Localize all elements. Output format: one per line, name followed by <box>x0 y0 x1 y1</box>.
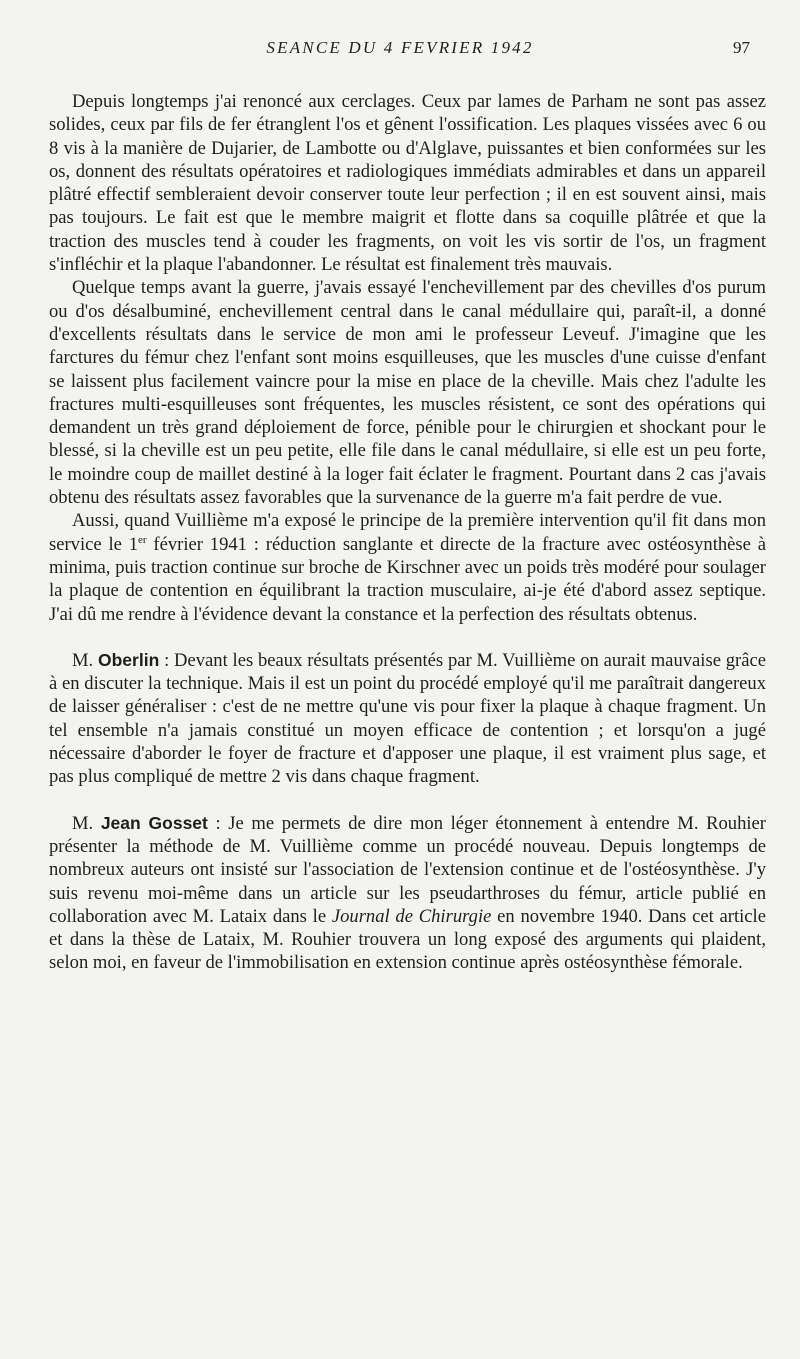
paragraph-vuillieme <box>49 509 766 625</box>
paragraph-enchevillement: Quelque temps avant la guerre, j'avais essayé l'enchevillement par des chevilles d'os purum ou d'os désalbuminé, enchevillement central dans le canal médullaire qui, paraît-il, a donné d'excellents résultats dans le service de mon ami le professeur Leveuf. J'imagine que les farctures du fémur chez l'enfant sont moins esquilleuses, que les muscles d'une cuisse d'enfant se laissent plus facilement vaincre pour la mise en place de la cheville. Mais chez l'adulte les fractures multi-esquilleuses sont fréquentes, les muscles résistent, ce sont des opérations qui demandent un très grand déploiement de force, pénible pour le chirurgien et shockant pour le blessé, si la cheville est un peu petite, elle file dans le canal médullaire, si elle est un peu forte, le moindre coup de maillet destiné à la loger fait éclater le fragment. Pourtant dans 2 cas j'avais obtenu des résultats assez favorables que la survenance de la guerre m'a fait perdre de vue. <box>49 277 766 509</box>
paragraph-gosset <box>49 812 766 975</box>
body-text <box>49 90 766 975</box>
paragraph-oberlin <box>49 649 766 789</box>
speaker-name: Oberlin <box>98 649 160 670</box>
paragraph-text: : Devant les beaux résultats présentés par M. Vuillième on aurait mauvaise grâce à en discuter la technique. Mais il est un point du procédé employé qu'il me paraîtrait dangereux de laisser généraliser : c'est de ne mettre qu'une vis pour fixer la plaque à chaque fragment. Un tel ensemble n'a jamais constitué un moyen efficace de contention ; et lorsqu'on a jugé nécessaire d'aborder le foyer de fracture et d'apposer une plaque, il est vraiment plus sage, et pas plus compliqué de mettre 2 vis dans chaque fragment. <box>49 649 766 788</box>
page-number: 97 <box>733 38 750 57</box>
running-title: SEANCE DU 4 FEVRIER 1942 <box>266 38 534 57</box>
paragraph-text: Aussi, quand Vuillième m'a exposé le principe de la première intervention qu'il fit dans mon service le 1 <box>49 510 766 555</box>
paragraph-text: en novembre 1940. Dans cet article et dans la thèse de Lataix, M. Rouhier trouvera un long exposé des arguments qui plaident, selon moi, en faveur de l'immobilisation en extension continue après ostéosynthèse fémorale. <box>49 905 766 974</box>
speaker-title: M. <box>72 649 98 671</box>
speaker-name: Jean Gosset <box>100 812 208 833</box>
paragraph-text: février 1941 : réduction sanglante et directe de la fracture avec ostéosynthèse à minima, puis traction continue sur broche de Kirschner avec un poids très modéré pour soulager la plaque de contention en équilibrant la traction musculaire, ai-je été d'abord assez septique. J'ai dû me rendre à l'évidence devant la constance et la perfection des résultats obtenus. <box>49 533 766 625</box>
running-head <box>0 38 800 64</box>
paragraph-cerclages: Depuis longtemps j'ai renoncé aux cerclages. Ceux par lames de Parham ne sont pas assez solides, ceux par fils de fer étranglent l'os et gênent l'ossification. Les plaques vissées avec 6 ou 8 vis à la manière de Dujarier, de Lambotte ou d'Alglave, puissantes et bien conformées sur les os, donnent des résultats opératoires et radiologiques immédiats admirables et dans un appareil plâtré effectif sembleraient devoir conserver toute leur perfection ; il en est souvent ainsi, mais pas toujours. Le fait est que le membre maigrit et flotte dans sa coquille plâtrée et que la traction des muscles tend à couder les fragments, on voit les vis sortir de l'os, un fragment s'infléchir et la plaque l'abandonner. Le résultat est finalement très mauvais. <box>49 91 766 276</box>
speaker-title: M. <box>72 812 101 834</box>
ordinal-superscript: er <box>138 533 147 546</box>
journal-title: Journal de Chirurgie <box>331 905 492 927</box>
paragraph-text: : Je me permets de dire mon léger étonnement à entendre M. Rouhier présenter la méthode de M. Vuillième comme un procédé nouveau. Depuis longtemps de nombreux auteurs ont insisté sur l'association de l'extension continue et de l'ostéosynthèse. J'y suis revenu moi-même dans un article sur les pseudarthroses du fémur, article publié en collaboration avec M. Lataix dans le <box>49 812 766 927</box>
